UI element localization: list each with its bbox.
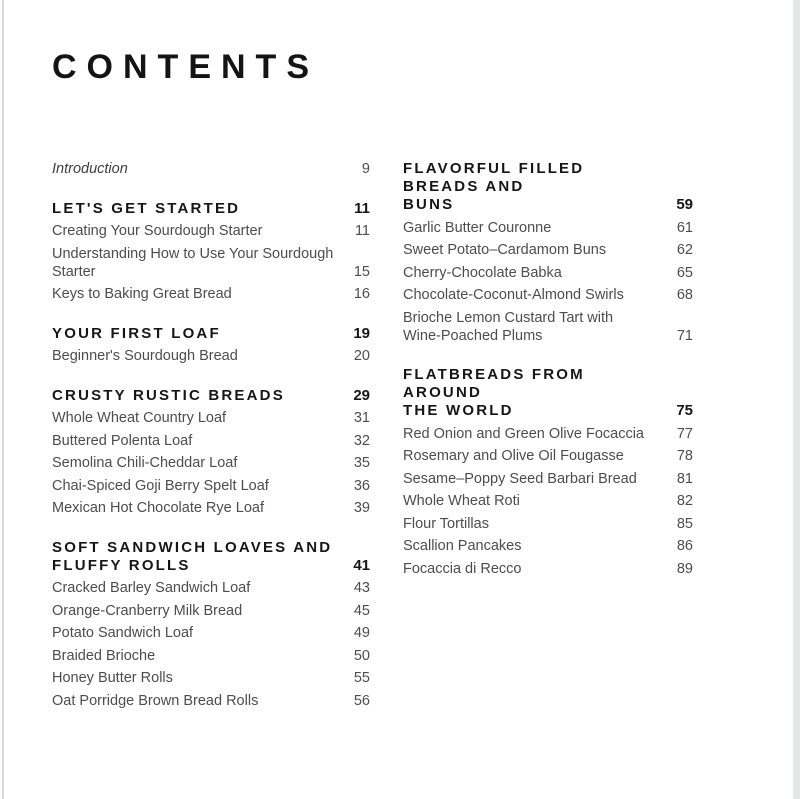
toc-entry (403, 490, 693, 513)
toc-entry-page: 86 (676, 538, 693, 555)
toc-entry (52, 600, 370, 623)
toc-section-heading (52, 198, 370, 221)
toc-entry (403, 558, 693, 581)
toc-entry (52, 158, 370, 181)
toc-entry-label: Potato Sandwich Loaf (52, 625, 194, 642)
toc-entry-label: Whole Wheat Country Loaf (52, 410, 227, 427)
toc-entry-page: 61 (676, 219, 693, 236)
toc-section-heading-page: 41 (353, 556, 370, 574)
toc-entry (52, 430, 370, 453)
toc-section (52, 323, 370, 368)
toc-entry-page: 16 (353, 286, 370, 303)
toc-entry (52, 345, 370, 368)
toc-entry-page: 85 (676, 515, 693, 532)
toc-entry-label: Understanding How to Use Your Sourdough Starter (52, 245, 334, 280)
toc-entry-label: Buttered Polenta Loaf (52, 432, 193, 449)
toc-entry-page: 32 (353, 432, 370, 449)
toc-entry-label: Introduction (52, 161, 128, 178)
toc-entry (52, 452, 370, 475)
toc-entry-page: 82 (676, 493, 693, 510)
toc-entry (403, 217, 693, 240)
toc-section-heading (52, 323, 370, 346)
toc-entry-label: Honey Butter Rolls (52, 670, 173, 687)
toc-entry (52, 622, 370, 645)
toc-entry (52, 220, 370, 243)
toc-entry-label: Keys to Baking Great Bread (52, 286, 232, 303)
toc-entry (52, 407, 370, 430)
toc-entry-page: 31 (353, 410, 370, 427)
toc-entry-label: Creating Your Sourdough Starter (52, 223, 263, 240)
toc-entry-page: 36 (353, 477, 370, 494)
toc-entry-label: Scallion Pancakes (403, 538, 522, 555)
toc-entry (52, 497, 370, 520)
toc-entry-page: 65 (676, 264, 693, 281)
toc-entry-label: Oat Porridge Brown Bread Rolls (52, 692, 259, 709)
toc-section-heading-page: 75 (676, 402, 693, 420)
toc-section (52, 198, 370, 306)
toc-entry (403, 535, 693, 558)
toc-entry (403, 423, 693, 446)
toc-entry-page: 50 (353, 647, 370, 664)
toc-entry-label: Red Onion and Green Olive Focaccia (403, 425, 644, 442)
toc-entry-label: Chocolate-Coconut-Almond Swirls (403, 287, 624, 304)
toc-section (52, 537, 370, 713)
toc-entry-page: 15 (353, 263, 370, 280)
toc-entry (52, 690, 370, 713)
toc-section-heading-label: FLAVORFUL FILLED BREADS AND BUNS (403, 160, 585, 214)
toc-entry-label: Garlic Butter Couronne (403, 219, 552, 236)
toc-section-heading-page: 29 (353, 386, 370, 404)
toc-section-heading-label: YOUR FIRST LOAF (52, 324, 221, 342)
toc-section-heading-label: LET'S GET STARTED (52, 199, 241, 217)
toc-entry-label: Rosemary and Olive Oil Fougasse (403, 448, 624, 465)
toc-entry-label: Braided Brioche (52, 647, 156, 664)
toc-entry-label: Sweet Potato–Cardamom Buns (403, 242, 607, 259)
toc-entry-page: 81 (676, 470, 693, 487)
toc-entry-label: Mexican Hot Chocolate Rye Loaf (52, 500, 264, 517)
page-edge-right (793, 0, 800, 799)
toc-entry (403, 307, 693, 348)
toc-section (52, 385, 370, 520)
toc-section-heading-page: 59 (676, 196, 693, 214)
toc-entry-page: 62 (676, 242, 693, 259)
toc-column-right (403, 158, 693, 580)
toc-entry-label: Beginner's Sourdough Bread (52, 348, 238, 365)
contents-title: CONTENTS (52, 48, 319, 86)
page-edge-left (2, 0, 4, 799)
toc-entry-page: 89 (676, 560, 693, 577)
toc-entry (52, 283, 370, 306)
toc-entry-label: Brioche Lemon Custard Tart with Wine-Poached Plums (403, 309, 614, 344)
toc-section-heading-label: CRUSTY RUSTIC BREADS (52, 386, 285, 404)
toc-entry-label: Cracked Barley Sandwich Loaf (52, 580, 251, 597)
toc-entry (403, 513, 693, 536)
toc-entry-page: 55 (353, 670, 370, 687)
toc-entry (52, 475, 370, 498)
toc-section-heading (52, 537, 370, 578)
toc-entry (403, 262, 693, 285)
toc-section-heading (403, 158, 693, 217)
toc-entry (403, 284, 693, 307)
toc-section-heading (52, 385, 370, 408)
toc-entry-label: Sesame–Poppy Seed Barbari Bread (403, 470, 637, 487)
toc-entry-page: 39 (353, 500, 370, 517)
toc-intro (52, 158, 370, 181)
toc-entry-label: Semolina Chili-Cheddar Loaf (52, 455, 238, 472)
toc-entry (52, 577, 370, 600)
toc-section-heading-page: 19 (353, 324, 370, 342)
toc-entry-page: 77 (676, 425, 693, 442)
toc-entry (403, 239, 693, 262)
toc-entry-page: 45 (353, 602, 370, 619)
toc-column-left (52, 158, 370, 712)
toc-entry-page: 49 (353, 625, 370, 642)
toc-section (403, 158, 693, 347)
toc-entry-page: 35 (353, 455, 370, 472)
toc-entry (52, 667, 370, 690)
toc-entry-page: 71 (676, 327, 693, 344)
toc-entry (403, 468, 693, 491)
toc-entry-page: 56 (353, 692, 370, 709)
toc-entry-page: 68 (676, 287, 693, 304)
toc-entry-label: Focaccia di Recco (403, 560, 522, 577)
toc-entry-label: Whole Wheat Roti (403, 493, 520, 510)
toc-entry-page: 9 (361, 161, 370, 178)
toc-entry-label: Chai-Spiced Goji Berry Spelt Loaf (52, 477, 269, 494)
toc-entry-page: 11 (354, 223, 370, 240)
toc-entry-page: 78 (676, 448, 693, 465)
toc-entry-label: Flour Tortillas (403, 515, 489, 532)
toc-entry (403, 445, 693, 468)
toc-entry-label: Orange-Cranberry Milk Bread (52, 602, 243, 619)
toc-entry-page: 43 (353, 580, 370, 597)
toc-section-heading-label: SOFT SANDWICH LOAVES AND FLUFFY ROLLS (52, 538, 333, 574)
toc-section-heading-page: 11 (354, 199, 370, 217)
toc-entry (52, 243, 370, 284)
toc-section (403, 364, 693, 580)
toc-entry-page: 20 (353, 348, 370, 365)
toc-entry (52, 645, 370, 668)
toc-entry-label: Cherry-Chocolate Babka (403, 264, 562, 281)
toc-section-heading (403, 364, 693, 423)
toc-section-heading-label: FLATBREADS FROM AROUND THE WORLD (403, 366, 585, 420)
